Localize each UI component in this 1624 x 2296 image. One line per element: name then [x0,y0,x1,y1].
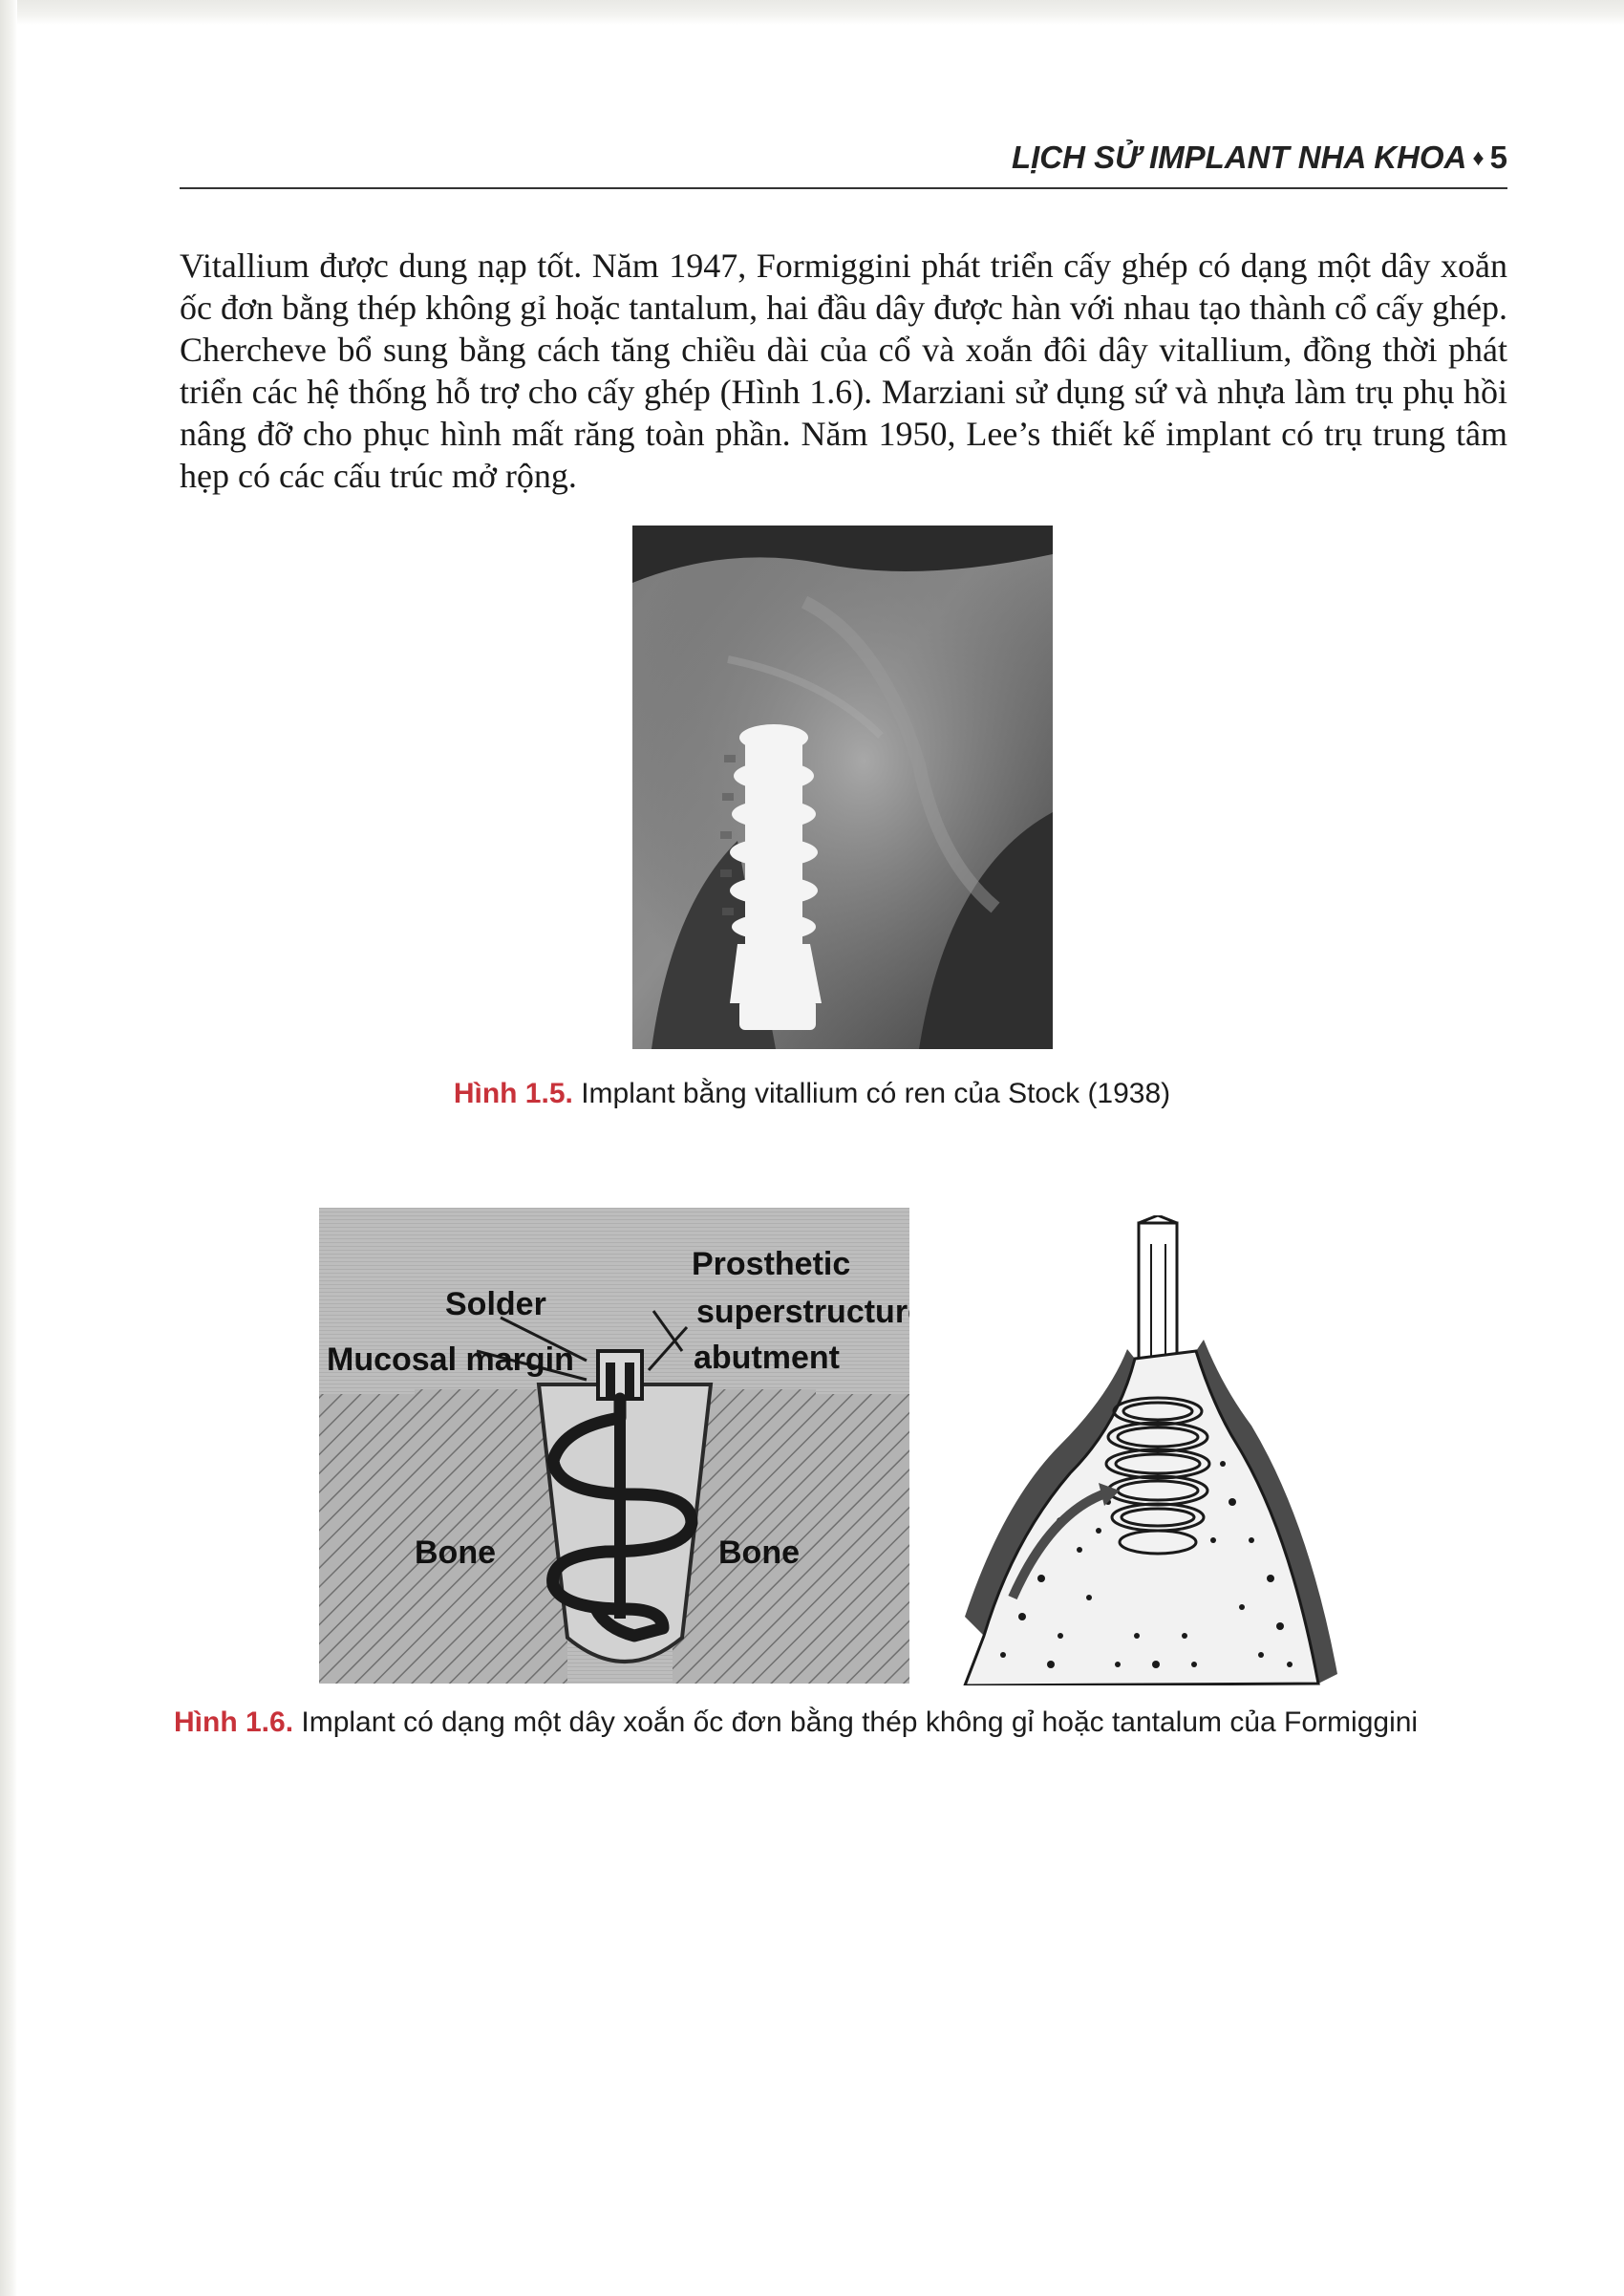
page-number: 5 [1489,139,1507,175]
body-paragraph: Vitallium được dung nạp tốt. Năm 1947, Formiggini phát triển cấy ghép có dạng một dây xoắn ốc đơn bằng thép không gỉ hoặc tantalum, hai đầu dây được hàn với nhau tạo thành cổ cấy ghép. Chercheve bổ sung bằng cách tăng chiều dài của cổ và xoắn đôi dây vitallium, đồng thời phát triển các hệ thống hỗ trợ cho cấy ghép (Hình 1.6). Marziani sử dụng sứ và nhựa làm trụ phụ hồi nâng đỡ cho phục hình mất răng toàn phần. Năm 1950, Lee’s thiết kế implant có trụ trung tâm hẹp có các cấu trúc mở rộng. [180,247,1507,495]
label-superstructure: superstructure [696,1294,909,1330]
label-solder: Solder [445,1286,546,1322]
label-prosthetic: Prosthetic [692,1246,851,1282]
header-title: LỊCH SỬ IMPLANT NHA KHOA [1011,139,1467,175]
figure-1-5-label: Hình 1.5. [453,1078,573,1109]
figure-1-5-caption-text: Implant bằng vitallium có ren của Stock (1938) [581,1078,1171,1109]
figure-1-6-label: Hình 1.6. [174,1706,294,1738]
figure-1-6-caption [174,1706,1418,1739]
figure-1-6-diagram [319,1208,909,1684]
label-bone-left: Bone [415,1534,496,1571]
figure-1-6-caption-text: Implant có dạng một dây xoắn ốc đơn bằng thép không gỉ hoặc tantalum của Formiggini [301,1706,1419,1738]
running-header [180,134,1507,189]
diamond-icon: ♦ [1472,145,1485,171]
header-title-line [1012,139,1507,176]
scan-edge-top [0,0,1624,25]
figure-1-6-drawing [946,1215,1357,1685]
figure-1-5-xray [632,526,1053,1049]
scan-edge-left [0,0,17,2296]
label-bone-right: Bone [718,1534,800,1571]
label-mucosal-margin: Mucosal margin [327,1341,574,1378]
label-abutment: abutment [694,1340,840,1376]
figure-1-5-caption [0,1078,1624,1110]
